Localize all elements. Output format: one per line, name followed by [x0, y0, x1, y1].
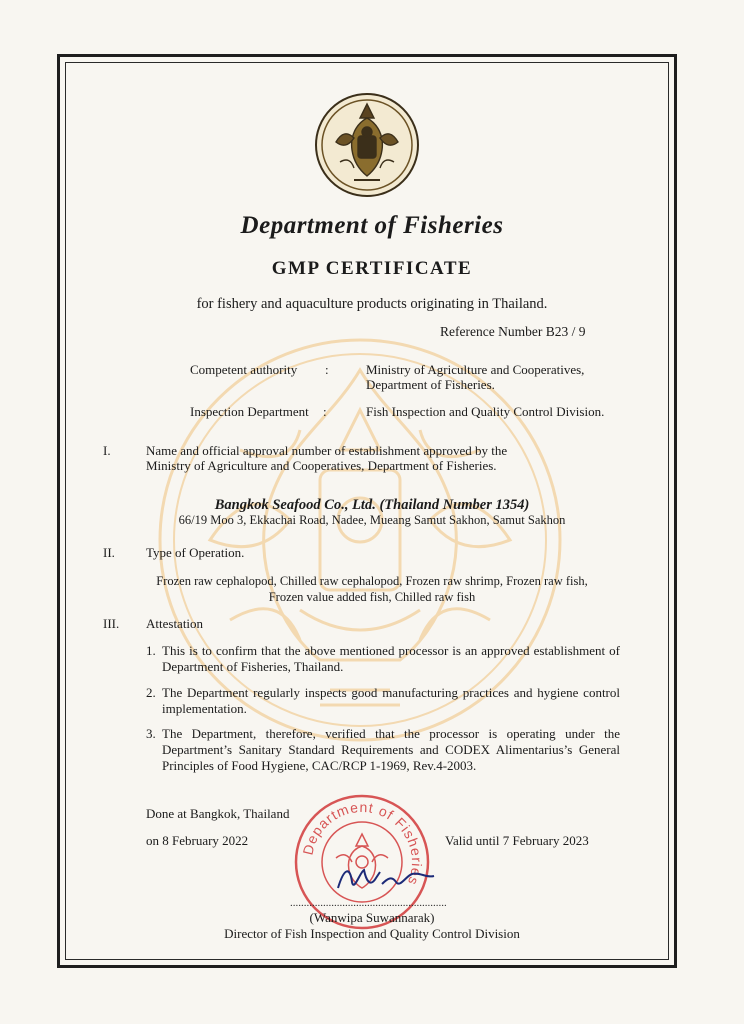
attestation-item-1: This is to confirm that the above mentioned processor is an approved establishment of Department of Fisheries, Thailand. [162, 643, 620, 674]
section-2-numeral: II. [103, 545, 115, 560]
inspection-department-colon: : [323, 404, 327, 419]
signatory-title: Director of Fish Inspection and Quality Control Division [224, 926, 520, 941]
stamp-text: Department of Fisheries [299, 798, 426, 888]
certificate-subtitle: for fishery and aquaculture products originating in Thailand. [196, 296, 548, 312]
section-1-numeral: I. [103, 443, 111, 458]
inspection-department-value: Fish Inspection and Quality Control Division. [366, 404, 605, 419]
reference-number: Reference Number B23 / 9 [440, 324, 586, 339]
competent-authority-value-line2: Department of Fisheries. [366, 377, 495, 392]
attestation-item-1-number: 1. [146, 643, 156, 658]
attestation-item-3-number: 3. [146, 726, 156, 741]
section-1-line2: Ministry of Agriculture and Cooperatives, Department of Fisheries. [146, 458, 497, 473]
competent-authority-label: Competent authority [190, 362, 298, 377]
company-address: 66/19 Moo 3, Ekkachai Road, Nadee, Mueang Samut Sakhon, Samut Sakhon [178, 513, 566, 527]
department-title: Department of Fisheries [240, 212, 504, 239]
operation-types-line1: Frozen raw cephalopod, Chilled raw cephalopod, Frozen raw shrimp, Frozen raw fish, [156, 574, 588, 588]
signature-icon [330, 858, 440, 898]
signature-line: ......................................................... [290, 897, 447, 909]
section-3-heading: Attestation [146, 616, 204, 631]
competent-authority-value-line1: Ministry of Agriculture and Cooperatives, [366, 362, 585, 377]
done-at-location: Done at Bangkok, Thailand [146, 806, 290, 821]
department-seal-icon [314, 92, 420, 198]
section-1-line1: Name and official approval number of establishment approved by the [146, 443, 508, 458]
inspection-department-label: Inspection Department [190, 404, 309, 419]
certificate-title: GMP CERTIFICATE [271, 258, 473, 279]
attestation-item-2-number: 2. [146, 685, 156, 700]
operation-types-line2: Frozen value added fish, Chilled raw fish [268, 590, 476, 604]
company-name: Bangkok Seafood Co., Ltd. (Thailand Number 1354) [214, 497, 530, 513]
attestation-item-3: The Department, therefore, verified that the processor is operating under the Department’s Sanitary Standard Requirements and CODEX Alimentarius’s General Principles of Food Hygiene, CAC/RCP 1-1969, Rev.4-2003. [162, 726, 620, 773]
issue-date: on 8 February 2022 [146, 833, 249, 848]
section-3-numeral: III. [103, 616, 120, 631]
valid-until-date: Valid until 7 February 2023 [445, 833, 589, 848]
section-2-heading: Type of Operation. [146, 545, 245, 560]
signatory-name: (Wanwipa Suwannarak) [309, 910, 435, 925]
attestation-item-2: The Department regularly inspects good manufacturing practices and hygiene control implementation. [162, 685, 620, 716]
competent-authority-colon: : [325, 362, 329, 377]
